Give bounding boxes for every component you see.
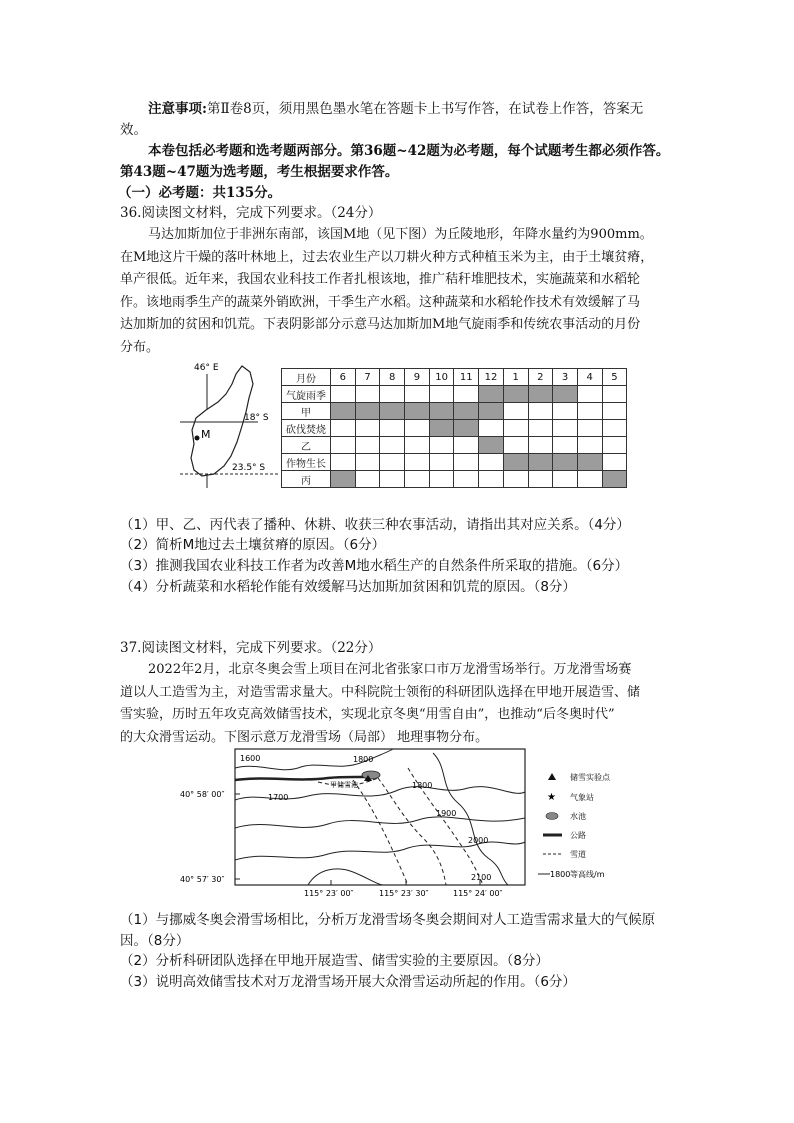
calendar-cell — [528, 437, 553, 454]
calendar-row — [282, 471, 627, 488]
calendar-cell-shaded — [602, 471, 627, 488]
point-m-marker — [195, 436, 200, 441]
calendar-cell — [429, 471, 454, 488]
q37-sub-question: （3）说明高效储雪技术对万龙滑雪场开展大众滑雪运动所起的作用。（6分） — [120, 974, 576, 990]
calendar-row-label: 丙 — [282, 471, 331, 488]
calendar-cell-shaded — [553, 454, 578, 471]
q37-sub-question: 因。（8分） — [120, 933, 190, 949]
calendar-cell — [528, 420, 553, 437]
legend-star-icon: ★ — [547, 792, 556, 803]
calendar-cell-shaded — [454, 403, 479, 420]
month-cell: 9 — [405, 369, 430, 386]
calendar-row — [282, 437, 627, 454]
q36-para-line: 分布。 — [120, 339, 160, 355]
calendar-cell — [577, 403, 602, 420]
calendar-cell — [380, 454, 405, 471]
month-cell: 7 — [355, 369, 380, 386]
calendar-cell — [553, 437, 578, 454]
notice-label: 注意事项: — [148, 101, 207, 117]
calendar-cell — [528, 471, 553, 488]
calendar-cell-shaded — [380, 403, 405, 420]
calendar-header-row — [282, 369, 627, 386]
calendar-cell — [577, 420, 602, 437]
calendar-cell — [602, 386, 627, 403]
notice-line-1 — [148, 99, 643, 119]
ski-resort-map — [178, 748, 618, 900]
contour-label: 1800 — [412, 781, 433, 790]
contour-label: 1700 — [268, 793, 289, 802]
legend-pond-icon — [546, 813, 558, 820]
calendar-cell-shaded — [479, 386, 504, 403]
calendar-cell — [380, 420, 405, 437]
calendar-cell — [602, 403, 627, 420]
calendar-row-label: 乙 — [282, 437, 331, 454]
calendar-row — [282, 386, 627, 403]
month-cell: 4 — [577, 369, 602, 386]
calendar-cell-shaded — [331, 403, 356, 420]
month-cell: 5 — [602, 369, 627, 386]
calendar-row — [282, 403, 627, 420]
month-cell: 3 — [553, 369, 578, 386]
calendar-cell — [429, 386, 454, 403]
calendar-row — [282, 420, 627, 437]
q36-para-line: 马达加斯加位于非洲东南部，该国M地（见下图）为丘陵地形，年降水量约为900mm。 — [148, 227, 653, 242]
calendar-cell — [331, 454, 356, 471]
q36-sub-question: （2）简析M地过去土壤贫瘠的原因。（6分） — [120, 537, 386, 553]
calendar-row — [282, 454, 627, 471]
calendar-cell — [553, 471, 578, 488]
notice-text-1: 第Ⅱ卷8页，须用黑色墨水笔在答题卡上书写作答，在试卷上作答，答案无 — [206, 101, 644, 117]
calendar-cell — [503, 420, 528, 437]
map-point-label: M — [201, 428, 211, 441]
calendar-cell-shaded — [355, 403, 380, 420]
calendar-cell — [405, 471, 430, 488]
calendar-cell — [331, 420, 356, 437]
calendar-cell — [405, 437, 430, 454]
calendar-cell — [503, 471, 528, 488]
calendar-cell-shaded — [577, 454, 602, 471]
contour-label: 2100 — [471, 873, 492, 882]
calendar-cell — [355, 420, 380, 437]
lon-label: 115° 23′ 30″ — [379, 889, 429, 898]
calendar-cell-shaded — [503, 386, 528, 403]
calendar-cell-shaded — [503, 454, 528, 471]
calendar-cell — [454, 386, 479, 403]
calendar-cell — [355, 437, 380, 454]
calendar-cell — [331, 386, 356, 403]
calendar-cell — [405, 454, 430, 471]
contour-label: 2000 — [468, 836, 489, 845]
map-lat2-label: 23.5° S — [232, 463, 266, 473]
contour-label: 1800 — [353, 755, 374, 764]
month-cell: 6 — [331, 369, 356, 386]
q36-title: 36.阅读图文材料，完成下列要求。（24分） — [120, 205, 382, 221]
calendar-header-label: 月份 — [282, 369, 331, 386]
q37-para-line: 道以人工造雪为主，对造雪需求量大。中科院院士领衔的科研团队选择在甲地开展造雪、储 — [120, 684, 641, 700]
calendar-cell — [380, 386, 405, 403]
month-cell: 8 — [380, 369, 405, 386]
q36-para-line: 在M地这片干燥的落叶林地上，过去农业生产以刀耕火种方式种植玉米为主，由于土壤贫瘠， — [120, 249, 654, 265]
legend-label: 公路 — [570, 831, 586, 840]
calendar-cell — [602, 420, 627, 437]
calendar-cell — [331, 437, 356, 454]
calendar-cell — [380, 437, 405, 454]
q36-sub-question: （4）分析蔬菜和水稻轮作能有效缓解马达加斯加贫困和饥荒的原因。（8分） — [120, 579, 576, 595]
q37-sub-question: （2）分析科研团队选择在甲地开展造雪、储雪实验的主要原因。（8分） — [120, 953, 549, 969]
q37-title: 37.阅读图文材料，完成下列要求。（22分） — [120, 640, 382, 656]
calendar-row-label: 气旋雨季 — [282, 386, 331, 403]
calendar-cell — [454, 437, 479, 454]
calendar-cell — [454, 454, 479, 471]
legend-contour-value: 1800 — [550, 870, 571, 879]
calendar-cell-shaded — [528, 454, 553, 471]
contour-label: 1900 — [436, 809, 457, 818]
legend-label: 气象站 — [570, 793, 594, 802]
lon-label: 115° 24′ 00″ — [453, 889, 503, 898]
map-lat1-label: 18° S — [244, 413, 269, 423]
calendar-cell — [405, 420, 430, 437]
q36-sub-question: （3）推测我国农业科技工作者为改善M地水稻生产的自然条件所采取的措施。（6分） — [120, 558, 629, 574]
legend-triangle-icon — [548, 773, 556, 780]
calendar-row-label: 甲 — [282, 403, 331, 420]
calendar-cell — [553, 403, 578, 420]
map-lon-label: 46° E — [194, 363, 219, 373]
intro-line-2: 第43题~47题为选考题，考生根据要求作答。 — [120, 164, 399, 180]
month-cell: 12 — [479, 369, 504, 386]
calendar-cell — [602, 454, 627, 471]
madagascar-map — [180, 358, 280, 493]
month-cell: 11 — [454, 369, 479, 386]
calendar-row-label: 砍伐焚烧 — [282, 420, 331, 437]
lat-label: 40° 57′ 30″ — [180, 875, 225, 884]
calendar-cell — [355, 454, 380, 471]
calendar-cell-shaded — [331, 471, 356, 488]
q36-sub-question: （1）甲、乙、丙代表了播种、休耕、收获三种农事活动，请指出其对应关系。（4分） — [120, 517, 630, 533]
lat-label: 40° 58′ 00″ — [180, 790, 225, 799]
contour-label: 1600 — [240, 754, 261, 763]
calendar-cell-shaded — [479, 403, 504, 420]
calendar-cell — [355, 386, 380, 403]
calendar-cell — [405, 386, 430, 403]
intro-line-1: 本卷包括必考题和选考题两部分。第36题~42题为必考题，每个试题考生都必须作答。 — [148, 143, 670, 159]
notice-line-2: 效。 — [120, 122, 147, 138]
calendar-cell-shaded — [429, 420, 454, 437]
q36-paragraph — [120, 224, 680, 359]
legend-label: 等高线/m — [570, 870, 605, 879]
calendar-cell — [380, 471, 405, 488]
calendar-body — [282, 386, 627, 488]
q37-sub-question: （1）与挪威冬奥会滑雪场相比，分析万龙滑雪场冬奥会期间对人工造雪需求量大的气候原 — [120, 912, 656, 928]
calendar-cell — [602, 437, 627, 454]
calendar-cell-shaded — [553, 386, 578, 403]
calendar-cell — [479, 454, 504, 471]
calendar-cell — [479, 420, 504, 437]
calendar-cell — [553, 420, 578, 437]
calendar-cell — [355, 471, 380, 488]
calendar-cell-shaded — [479, 437, 504, 454]
calendar-cell — [479, 471, 504, 488]
lon-label: 115° 23′ 00″ — [304, 889, 354, 898]
section-heading: （一）必考题：共135分。 — [118, 185, 282, 201]
q37-paragraph — [120, 659, 680, 749]
legend-label: 储雪实验点 — [570, 773, 610, 782]
calendar-cell — [454, 471, 479, 488]
site-label: 甲储雪池 — [330, 781, 358, 789]
legend-label: 雪道 — [570, 850, 586, 859]
farming-calendar-table — [281, 368, 627, 488]
q37-para-line: 雪实验，历时五年攻克高效储雪技术，实现北京冬奥“用雪自由”，也推动“后冬奥时代” — [120, 707, 615, 722]
calendar-cell-shaded — [405, 403, 430, 420]
calendar-cell — [429, 454, 454, 471]
q36-para-line: 达加斯加的贫困和饥荒。下表阴影部分示意马达加斯加M地气旋雨季和传统农事活动的月份 — [120, 317, 641, 332]
calendar-cell — [528, 403, 553, 420]
q36-para-line: 单产很低。近年来，我国农业科技工作者扎根该地，推广秸秆堆肥技术，实施蔬菜和水稻轮 — [120, 272, 641, 287]
calendar-cell — [577, 386, 602, 403]
snow-storage-pond — [362, 771, 380, 779]
calendar-cell-shaded — [528, 386, 553, 403]
legend-label: 水池 — [570, 812, 586, 821]
month-cell: 10 — [429, 369, 454, 386]
q37-para-line: 的大众滑雪运动。下图示意万龙滑雪场（局部） 地理事物分布。 — [120, 729, 489, 745]
calendar-row-label: 作物生长 — [282, 454, 331, 471]
calendar-cell — [503, 437, 528, 454]
calendar-cell-shaded — [454, 420, 479, 437]
calendar-cell — [429, 437, 454, 454]
calendar-cell — [503, 403, 528, 420]
calendar-cell — [577, 471, 602, 488]
calendar-cell — [577, 437, 602, 454]
q37-para-line: 2022年2月，北京冬奥会雪上项目在河北省张家口市万龙滑雪场举行。万龙滑雪场赛 — [148, 662, 632, 677]
calendar-cell-shaded — [429, 403, 454, 420]
month-cell: 2 — [528, 369, 553, 386]
month-cell: 1 — [503, 369, 528, 386]
q36-para-line: 作。该地雨季生产的蔬菜外销欧洲，干季生产水稻。这种蔬菜和水稻轮作技术有效缓解了马 — [120, 294, 641, 310]
